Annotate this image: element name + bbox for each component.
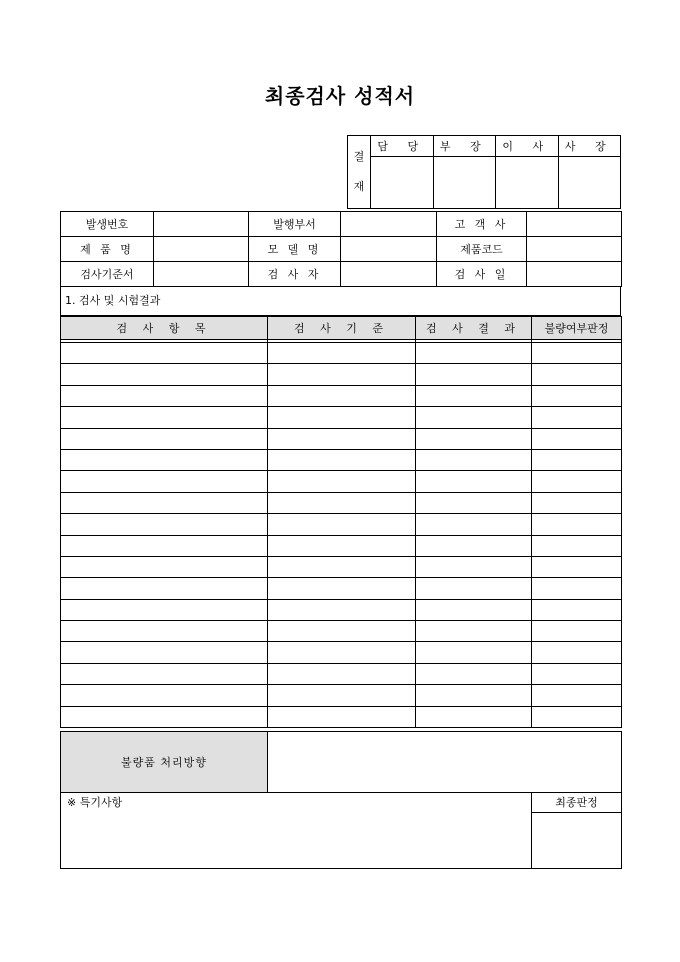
table-row	[61, 599, 622, 620]
results-header-row	[61, 317, 622, 340]
result-cell[interactable]	[416, 471, 532, 492]
item-cell[interactable]	[61, 535, 268, 556]
inspector-field[interactable]	[341, 262, 437, 287]
defect-handling-field[interactable]	[268, 732, 622, 793]
judgment-cell[interactable]	[532, 663, 622, 684]
inspection-date-field[interactable]	[527, 262, 622, 287]
table-row	[61, 578, 622, 599]
result-cell[interactable]	[416, 407, 532, 428]
standard-cell[interactable]	[268, 364, 416, 385]
table-row	[61, 471, 622, 492]
issuing-dept-label: 발행부서	[249, 212, 341, 237]
table-row	[61, 556, 622, 577]
defect-handling-label: 불량품 처리방향	[61, 732, 268, 793]
column-header-item: 검 사 항 목	[61, 317, 268, 340]
column-header-judgment: 불량여부판정	[532, 317, 622, 340]
judgment-cell[interactable]	[532, 514, 622, 535]
defect-block	[60, 731, 621, 793]
approval-role-director: 이 사	[496, 136, 559, 157]
standard-cell[interactable]	[268, 471, 416, 492]
standard-cell[interactable]	[268, 385, 416, 406]
item-cell[interactable]	[61, 471, 268, 492]
special-notes-label: ※ 특기사항	[67, 796, 123, 809]
result-cell[interactable]	[416, 428, 532, 449]
judgment-cell[interactable]	[532, 621, 622, 642]
item-cell[interactable]	[61, 685, 268, 706]
product-code-field[interactable]	[527, 237, 622, 262]
product-code-label: 제품코드	[437, 237, 527, 262]
issue-number-label: 발생번호	[61, 212, 154, 237]
approval-label-bottom: 재	[353, 180, 365, 193]
standard-cell[interactable]	[268, 599, 416, 620]
judgment-cell[interactable]	[532, 642, 622, 663]
item-cell[interactable]	[61, 492, 268, 513]
table-row	[61, 535, 622, 556]
item-cell[interactable]	[61, 642, 268, 663]
approval-sign-president[interactable]	[558, 157, 621, 209]
result-cell[interactable]	[416, 364, 532, 385]
result-cell[interactable]	[416, 492, 532, 513]
judgment-cell[interactable]	[532, 685, 622, 706]
judgment-cell[interactable]	[532, 471, 622, 492]
standard-cell[interactable]	[268, 621, 416, 642]
judgment-cell[interactable]	[532, 428, 622, 449]
column-header-standard: 검 사 기 준	[268, 317, 416, 340]
item-cell[interactable]	[61, 364, 268, 385]
judgment-cell[interactable]	[532, 449, 622, 470]
approval-label	[348, 136, 371, 209]
standard-cell[interactable]	[268, 706, 416, 727]
approval-role-manager: 부 장	[433, 136, 496, 157]
approval-role-president: 사 장	[558, 136, 621, 157]
result-cell[interactable]	[416, 621, 532, 642]
customer-field[interactable]	[527, 212, 622, 237]
standard-cell[interactable]	[268, 663, 416, 684]
result-cell[interactable]	[416, 685, 532, 706]
standard-cell[interactable]	[268, 642, 416, 663]
table-row	[61, 428, 622, 449]
judgment-cell[interactable]	[532, 556, 622, 577]
product-name-label: 제 품 명	[61, 237, 154, 262]
info-block	[60, 211, 621, 287]
standard-cell[interactable]	[268, 407, 416, 428]
judgment-cell[interactable]	[532, 535, 622, 556]
final-judgment-field[interactable]	[532, 812, 622, 869]
result-cell[interactable]	[416, 535, 532, 556]
result-cell[interactable]	[416, 599, 532, 620]
item-cell[interactable]	[61, 578, 268, 599]
table-row	[61, 343, 622, 364]
item-cell[interactable]	[61, 621, 268, 642]
result-cell[interactable]	[416, 706, 532, 727]
judgment-cell[interactable]	[532, 492, 622, 513]
table-row	[61, 492, 622, 513]
judgment-cell[interactable]	[532, 385, 622, 406]
result-cell[interactable]	[416, 343, 532, 364]
judgment-cell[interactable]	[532, 599, 622, 620]
table-row	[61, 514, 622, 535]
result-cell[interactable]	[416, 578, 532, 599]
approval-sign-manager[interactable]	[433, 157, 496, 209]
judgment-cell[interactable]	[532, 364, 622, 385]
approval-sign-staff[interactable]	[371, 157, 434, 209]
notes-block	[60, 792, 621, 869]
product-name-field[interactable]	[154, 237, 249, 262]
item-cell[interactable]	[61, 407, 268, 428]
table-row	[61, 706, 622, 727]
model-name-label: 모 델 명	[249, 237, 341, 262]
standard-cell[interactable]	[268, 428, 416, 449]
standard-cell[interactable]	[268, 492, 416, 513]
standard-cell[interactable]	[268, 343, 416, 364]
result-cell[interactable]	[416, 449, 532, 470]
item-cell[interactable]	[61, 663, 268, 684]
issuing-dept-field[interactable]	[341, 212, 437, 237]
item-cell[interactable]	[61, 514, 268, 535]
document-title: 최종검사 성적서	[264, 84, 416, 108]
standard-cell[interactable]	[268, 556, 416, 577]
judgment-cell[interactable]	[532, 407, 622, 428]
inspector-label: 검 사 자	[249, 262, 341, 287]
approval-block	[347, 135, 621, 209]
final-judgment-label: 최종판정	[532, 793, 622, 813]
judgment-cell[interactable]	[532, 706, 622, 727]
item-cell[interactable]	[61, 428, 268, 449]
judgment-cell[interactable]	[532, 343, 622, 364]
customer-label: 고 객 사	[437, 212, 527, 237]
table-row	[61, 663, 622, 684]
table-row	[61, 621, 622, 642]
column-header-result: 검 사 결 과	[416, 317, 532, 340]
inspection-standard-field[interactable]	[154, 262, 249, 287]
item-cell[interactable]	[61, 343, 268, 364]
standard-cell[interactable]	[268, 449, 416, 470]
standard-cell[interactable]	[268, 578, 416, 599]
result-cell[interactable]	[416, 514, 532, 535]
issue-number-field[interactable]	[154, 212, 249, 237]
item-cell[interactable]	[61, 449, 268, 470]
result-cell[interactable]	[416, 556, 532, 577]
section-heading: 1. 검사 및 시험결과	[60, 286, 621, 316]
special-notes-field[interactable]	[61, 793, 532, 869]
approval-label-top: 결	[353, 150, 365, 163]
standard-cell[interactable]	[268, 514, 416, 535]
table-row	[61, 642, 622, 663]
standard-cell[interactable]	[268, 685, 416, 706]
item-cell[interactable]	[61, 385, 268, 406]
standard-cell[interactable]	[268, 535, 416, 556]
table-row	[61, 685, 622, 706]
table-row	[61, 364, 622, 385]
inspection-standard-label: 검사기준서	[61, 262, 154, 287]
approval-sign-director[interactable]	[496, 157, 559, 209]
results-block	[60, 316, 621, 728]
judgment-cell[interactable]	[532, 578, 622, 599]
table-row	[61, 385, 622, 406]
item-cell[interactable]	[61, 599, 268, 620]
inspection-date-label: 검 사 일	[437, 262, 527, 287]
model-name-field[interactable]	[341, 237, 437, 262]
table-row	[61, 407, 622, 428]
result-cell[interactable]	[416, 642, 532, 663]
table-row	[61, 449, 622, 470]
result-cell[interactable]	[416, 663, 532, 684]
item-cell[interactable]	[61, 706, 268, 727]
item-cell[interactable]	[61, 556, 268, 577]
approval-role-staff: 담 당	[371, 136, 434, 157]
result-cell[interactable]	[416, 385, 532, 406]
